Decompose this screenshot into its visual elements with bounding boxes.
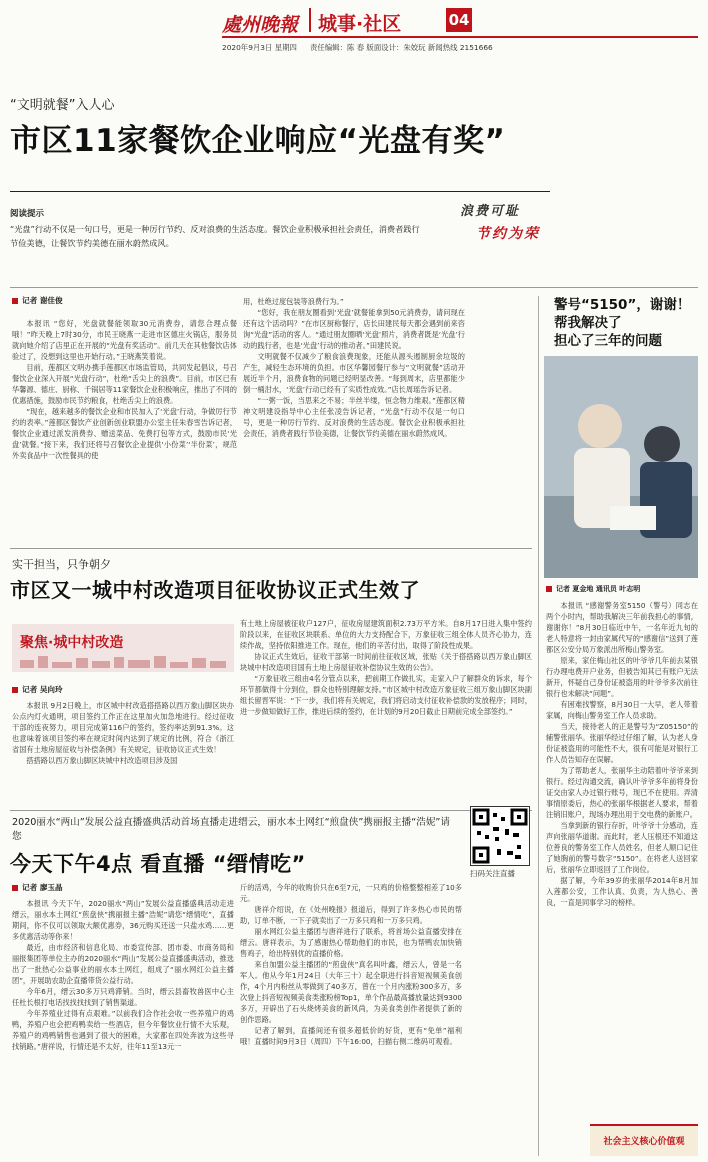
third-paragraph: 记者了解到，直播间还有很多超低价的好货，更有“免单”福利哦！直播时间9月3日（周四）下午16:00，扫描右侧二维码可观看。 xyxy=(240,1026,462,1046)
second-paragraph: 本报讯 9月2日晚上，市区城中村改造搭搭路以西万象山脚区块办公点内灯火通明，项目签约工作正在这里加火加急地进行。经过征收干部的连夜努力，项目完成第116户的签约，签约率达到91.3%。这也意味着该项目签约率在规定时间内达到了规定的比例，符合《浙江省国有土地房屋征收与补偿条例》有关规定，征收协议正式生效！ xyxy=(12,701,234,754)
section-rule xyxy=(10,287,698,288)
third-title: 今天下午4点 看直播 “缙情吃” xyxy=(10,852,306,876)
focus-banner xyxy=(12,624,234,672)
paper-logo: 處州晚報 xyxy=(222,14,299,36)
lead-paragraph: “您好，我在朋友圈看到‘光盘’就餐能拿到50元消费券，请问现在还有这个活动吗？”在市区厨称餐厅，店长田建民每天都会遇到前来咨询“光盘”活动的客人。“通过朋友圈晒‘光盘’照片，消费者既是‘光盘’行动的践行者，也是‘光盘’行动的推动者。”田建民说。 xyxy=(243,308,465,350)
third-paragraph: 丽水网红公益主播团与唐祥进行了联系，将首场公益直播安排在缙云。唐祥表示，为了感谢热心帮助他们的市民，也为帮鸭农加快销售鸡子，给出特别优的直播价格。 xyxy=(240,927,462,958)
qr-code[interactable] xyxy=(470,806,530,866)
right-byline: 记者 夏金地 通讯员 叶志明 xyxy=(546,584,640,594)
right-paragraph: 当天，接待老人的正是警号为“Z05150”的辅警张丽华。张丽华经过仔细了解，认为老人身份证被盗用的可能性不大，很有可能是对银行工作人员告知存在误解。 xyxy=(546,722,698,764)
lead-column-1 xyxy=(12,318,237,538)
lead-paragraph: 本报讯 “您好，光盘就餐能领取30元消费券，请您合理点餐哦！”昨天晚上7时30分，市民王晓燕一走进市区德庄火锅店，服务员就向她介绍了店里正在开展的“光盘有奖活动”。前几天在其他餐饮店体验过了，没想到这里也开始行动。”王晓燕笑着说。 xyxy=(12,319,237,361)
lead-title: 市区11家餐饮企业响应“光盘有奖” xyxy=(10,123,506,159)
focus-banner-label: 聚焦·城中村改造 xyxy=(20,635,124,651)
lead-paragraph: 文明就餐不仅减少了粮食浪费现象，还能从源头遏制厨余垃圾的产生，减轻生态环境的负担。市区华馨园餐厅参与“文明就餐”活动开展近半个月，浪费食物的问题已经明显改善。“每到周末，店里都能少倒一桶泔水，‘光盘’行动已经有了实质性成效。”店长周瑶告诉记者。 xyxy=(243,352,465,394)
right-paragraph: 据了解，今年39岁的张丽华2014年8月加入莲都公安，工作认真、负责，为人热心、善良，一直是同事学习的榜样。 xyxy=(546,876,698,907)
slogan-line-1: 浪费可耻 xyxy=(460,204,521,219)
lead-paragraph: “一粥一饭，当思来之不易；半丝半缕，恒念物力维艰。”莲都区精神文明建设指导中心主任张凌告诉记者，“光盘”行动不仅是一句口号，更是一种厉行节约、反对浪费的生活态度。餐饮企业积极承担社会责任，消费者践行节俭美德，让餐饮节约美德在丽水蔚然成风。 xyxy=(243,396,465,438)
lead-byline: 记者 谢佳俊 xyxy=(12,295,63,306)
qr-code-icon xyxy=(471,807,529,865)
lead-kicker: “文明就餐”入人心 xyxy=(10,98,115,113)
third-column-1 xyxy=(12,898,234,1156)
third-paragraph: 今年6月，缙云30多万只鸡滞销。当时，缙云县畜牧兽医中心主任杜长根打电话找找找找到了销售渠道。 xyxy=(12,987,234,1007)
second-column-1 xyxy=(12,700,234,806)
lead-paragraph: “现在，越来越多的餐饮企业和市民加入了‘光盘’行动，争做厉行节约的表率。”莲都区餐饮产业创新创业联盟办公室主任朱春雪告诉记者，餐饮企业通过派发消费券、赠送菜品、免费打包等方式，鼓励市民‘光盘’就餐。”接下来，我们还将号召餐饮企业提供‘小份菜’‘半份菜’，规范外卖食品中一次性餐具的使 xyxy=(12,407,237,460)
right-title-line-1: 警号“5150”，谢谢！ xyxy=(554,297,691,313)
right-body xyxy=(546,600,698,1130)
right-title-line-2: 帮我解决了 xyxy=(554,315,622,331)
skyline-icon xyxy=(20,656,226,668)
values-stamp xyxy=(590,1124,698,1156)
page-number: 04 xyxy=(446,8,472,32)
right-paragraph: 原来，家住梅山社区的叶爷爷几年前去某银行办理电费开户业务，但被告知其已有账户无法新开，怀疑自己身份证被盗用的叶爷爷多次前往银行也未解决“问题”。 xyxy=(546,656,698,698)
third-paragraph: 斤的活鸡，今年的收购价只在6至7元，一只鸡的价格整整相差了10多元。 xyxy=(240,883,462,903)
third-paragraph: 唐祥介绍说，在《处州晚报》报道后，得到了许多热心市民的帮助，订单不断，一下子就卖出了一万多只鸡和一万多只鸡。 xyxy=(240,905,462,925)
masthead-rule xyxy=(222,36,698,38)
summary-label: 阅读提示 xyxy=(10,209,45,219)
date-line: 2020年9月3日 星期四 xyxy=(222,43,297,52)
right-headline xyxy=(554,296,698,350)
third-kicker: 2020丽水“两山”发展公益直播盛典活动首场直播走进缙云，丽水本土网红“煎盘侠”携丽报主播“浩妮”请您 xyxy=(12,817,450,842)
lead-paragraph: 用，杜绝过度包装等浪费行为。” xyxy=(243,297,344,306)
second-paragraph: “万象征收三组由4名分管点以来，把前期工作做扎实，走家入户了解群众的诉求，每个环节都做得十分到位，群众也特别理解支持。”市区城中村改造万象征收三组万象山脚区块副组长留晋军说：“下一步，我们将有关规定，我们将启动支付征收补偿款的发放程序；同时，进一步做知做好工作，推进后续的签约，在计划的9月20日截止日期前完成全部签约。” xyxy=(240,674,532,716)
right-paragraph: 当拿到新的银行存折，叶爷爷十分感动，连声向张丽华道谢。而此时，老人压根还不知道这位善良的警务室工作人员姓名，但老人顺口记住了她胸前的警号数字“5150”。在将老人送回家后，张丽华立即返回了工作岗位。 xyxy=(546,821,698,874)
second-paragraph: 搭搭路以西万象山脚区块城中村改造项目涉及国 xyxy=(26,756,178,765)
lead-rule xyxy=(10,191,550,192)
second-byline: 记者 吴向玲 xyxy=(12,684,63,695)
column-divider xyxy=(538,296,539,1156)
masthead-divider xyxy=(309,8,311,32)
right-title-line-3: 担心了三年的问题 xyxy=(554,333,662,349)
second-top-rule xyxy=(10,548,532,549)
third-paragraph: 来自加盟公益主播团的“煎盘侠”真名叫叶鑫，缙云人，曾是一名军人。他从今年1月24日（大年三十）起全职进行抖音短视频美食创作，4个月内粉丝从零做到了40多万，曾在一个月内涨粉300多万，多次登上抖音短视频美食类涨粉榜Top1，单个作品最高播放量达到9300多万，开辟出了石头烧烤美食的新风尚，为美食类创作者提供了新的创作思路。 xyxy=(240,960,462,1024)
third-byline: 记者 廖玉晶 xyxy=(12,882,63,893)
right-paragraph: 本报讯 “感谢警务室5150（警号）同志在两个小时内，帮助我解决三年前我担心的事情，谢谢你！”8月30日临近中午，一名年近九旬的老人特意将一封由家属代写的“感谢信”送到了莲都区公安分局万象派出所梅山警务室。 xyxy=(546,601,698,654)
qr-caption: 扫码关注直播 xyxy=(470,869,515,878)
slogan-line-2: 节约为荣 xyxy=(476,226,540,242)
third-column-2 xyxy=(240,882,462,1156)
third-paragraph: 最近，由市经济和信息化局、市委宣传部、团市委、市商务局和丽报集团等单位主办的2020丽水“两山”发展公益直播盛典活动，推选出了一批热心公益事业的丽水本土网红，组成了“丽水网红公益主播团”，开展助农助企直播带货公益行动。 xyxy=(12,943,234,985)
second-paragraph: 协议正式生效后，征收干部第一时间前往征收区域，张贴《关于搭搭路以西万象山脚区块城中村改造项目国有土地上房屋征收补偿协议生效的公告》。 xyxy=(240,652,532,672)
third-paragraph: 今年养殖业过得有点艰难。”以前我们合作社会收一些养殖户的鸡鸭，养殖户也会把鸡鸭卖给一些酒店，但今年餐饮业行情不大乐观，养殖户的鸡鸭销售也遇到了很大的困难，大家都在四处奔波为这些寻找销路。”唐祥说，行情还是不太好，往年11至13元一 xyxy=(12,1009,234,1051)
values-stamp-text: 社会主义核心价值观 xyxy=(603,1137,685,1147)
lead-column-2 xyxy=(243,296,465,538)
lead-summary: “光盘”行动不仅是一句口号，更是一种厉行节约、反对浪费的生活态度。餐饮企业积极承担社会责任，消费者践行节俭美德，让餐饮节约美德在丽水蔚然成风。 xyxy=(10,224,420,248)
third-top-rule xyxy=(10,810,532,811)
second-kicker: 实干担当，只争朝夕 xyxy=(12,558,111,571)
third-paragraph: 本报讯 今天下午，2020丽水“两山”发展公益直播盛典活动走进缙云，丽水本土网红“煎盘侠”携丽报主播“浩妮”请您“缙情吃”，直播期间，你不仅可以领取大额优惠券，36元购买还送一只盐水鸡……更多优惠活动等你来！ xyxy=(12,899,234,941)
police-photo xyxy=(544,356,698,578)
second-title: 市区又一城中村改造项目征收协议正式生效了 xyxy=(10,578,420,602)
police-photo-illustration xyxy=(544,356,698,578)
lead-paragraph: 目前，莲都区文明办携手莲都区市场监管局，共同发起倡议，号召餐饮企业深入开展“光盘行动”，杜绝“舌尖上的浪费”。目前，市区已有华馨源、德庄、厨称、千锅居等11家餐饮企业积极响应，推出了不同的优惠措施，鼓励市民节约粮食，杜绝舌尖上的浪费。 xyxy=(12,363,237,405)
right-paragraph: 有困难找警察，8月30日一大早，老人带着家属，向梅山警务室工作人员求助。 xyxy=(546,700,698,720)
slogan-stamp xyxy=(460,200,580,258)
second-column-2 xyxy=(240,618,532,806)
section-name: 城事·社区 xyxy=(318,13,402,35)
editor-line: 责任编辑：陈 春 版面设计：朱姣玩 新闻热线 2151666 xyxy=(310,43,493,52)
second-paragraph: 有土地上房屋被征收户127户，征收房屋建筑面积2.73万平方米。自8月17日进入集中签约阶段以来，在征收区块联系、单位的大力支持配合下，万象征收三组全体人员齐心协力，连续作战，坚持依阳推进工作。现在，他们的辛苦付出，取得了阶段性成果。 xyxy=(240,619,532,650)
right-paragraph: 为了帮助老人，张丽华主动陪着叶爷爷来到银行。经过沟通交流，确认叶爷爷多年前将身份证交由家人办过银行账号，现已不在使用。弄清事情原委后，热心的张丽华根据老人要求，帮着注销旧账户，现场办理出用于交电费的新账户。 xyxy=(546,766,698,819)
